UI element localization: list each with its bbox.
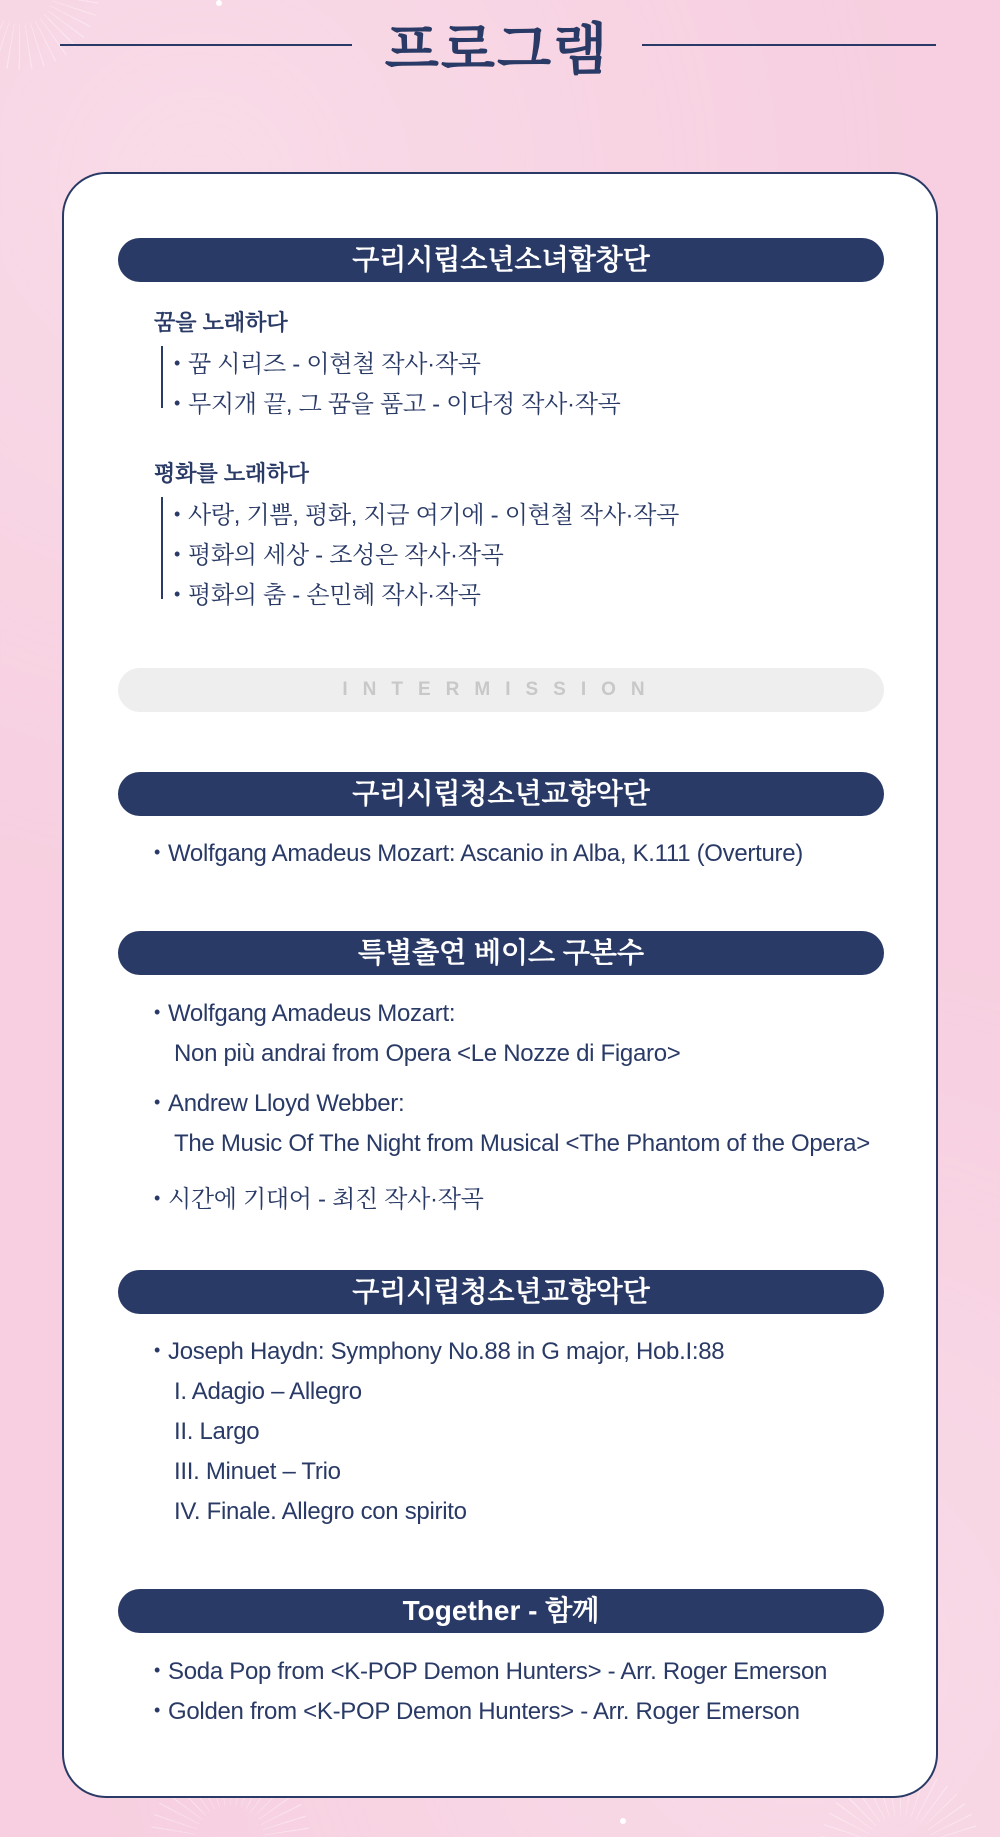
movement-item: I. Adagio – Allegro	[174, 1378, 362, 1405]
list-item-continuation: Non più andrai from Opera <Le Nozze di Figaro>	[174, 1040, 681, 1067]
list-item-continuation: The Music Of The Night from Musical <The Phantom of the Opera>	[174, 1130, 870, 1157]
choir-group1-title: 꿈을 노래하다	[154, 310, 288, 335]
list-item: • 꿈 시리즈 - 이현철 작사·작곡	[174, 344, 481, 379]
list-item: • Golden from <K-POP Demon Hunters> - Arr. Roger Emerson	[154, 1698, 800, 1726]
section-heading-special: 특별출연 베이스 구본수	[118, 931, 884, 975]
list-item: • 사랑, 기쁨, 평화, 지금 여기에 - 이현철 작사·작곡	[174, 495, 679, 530]
list-item: • 평화의 세상 - 조성은 작사·작곡	[174, 535, 503, 570]
list-item: • Wolfgang Amadeus Mozart:	[154, 1000, 455, 1028]
section-heading-orchestra-1: 구리시립청소년교향악단	[118, 772, 884, 816]
section-heading-together: Together - 함께	[118, 1589, 884, 1633]
movement-item: IV. Finale. Allegro con spirito	[174, 1498, 467, 1525]
movement-item: III. Minuet – Trio	[174, 1458, 341, 1485]
movement-item: II. Largo	[174, 1418, 260, 1445]
choir-group2-title: 평화를 노래하다	[154, 461, 309, 486]
program-card	[62, 172, 938, 1798]
list-item: • Andrew Lloyd Webber:	[154, 1090, 404, 1118]
group-bracket	[161, 497, 163, 599]
decorative-dot	[620, 1818, 626, 1824]
header-rule-right	[642, 44, 936, 46]
page-header	[0, 0, 1000, 90]
list-item: • 평화의 춤 - 손민혜 작사·작곡	[174, 575, 481, 610]
group-bracket	[161, 346, 163, 408]
list-item: • 무지개 끝, 그 꿈을 품고 - 이다정 작사·작곡	[174, 384, 621, 419]
list-item: • Wolfgang Amadeus Mozart: Ascanio in Alba, K.111 (Overture)	[154, 840, 803, 868]
header-rule-left	[60, 44, 352, 46]
section-heading-choir: 구리시립소년소녀합창단	[118, 238, 884, 282]
list-item: • Joseph Haydn: Symphony No.88 in G major, Hob.I:88	[154, 1338, 724, 1366]
page-title: 프로그램	[384, 18, 610, 81]
section-heading-orchestra-2: 구리시립청소년교향악단	[118, 1270, 884, 1314]
intermission-bar: INTERMISSION	[118, 668, 884, 712]
list-item: • Soda Pop from <K-POP Demon Hunters> - Arr. Roger Emerson	[154, 1658, 827, 1686]
list-item: • 시간에 기대어 - 최진 작사·작곡	[154, 1179, 483, 1214]
